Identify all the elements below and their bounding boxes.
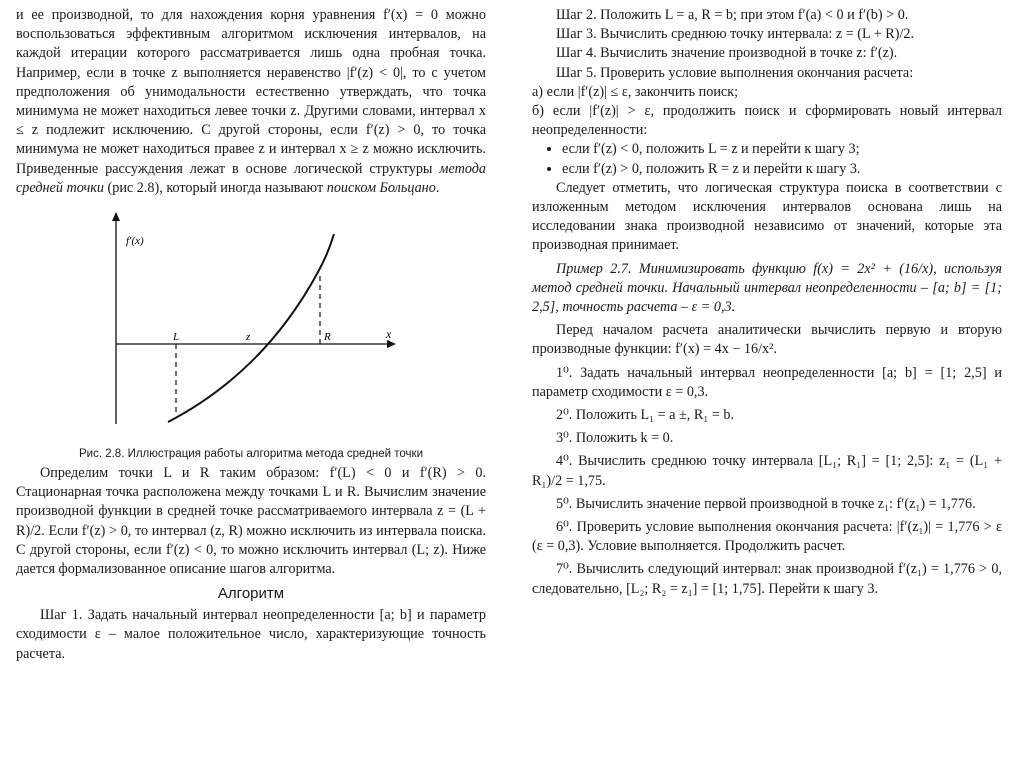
point-L-label: L <box>173 331 180 344</box>
solution-step-5: 5⁰. Вычислить значение первой производной в точке z₁: f′(z₁) = 1,776. <box>556 495 976 512</box>
solution-step-3: 3⁰. Положить k = 0. <box>556 430 674 447</box>
step-5b: б) если |f′(z)| > ε, продолжить поиск и сформировать новый интервал неопределенности: <box>532 103 1002 139</box>
right-column <box>532 6 1002 599</box>
step-1: Шаг 1. Задать начальный интервал неопределенности [a; b] и параметр сходимости ε – малое положительное число, характеризующие точность расчета. <box>16 607 486 662</box>
point-z-label: z <box>246 331 251 344</box>
step-5: Шаг 5. Проверить условие выполнения окончания расчета: <box>556 64 914 81</box>
example-2-7: Пример 2.7. Минимизировать функцию f(x) = 2x² + (16/x), используя метод средней точки. Начальный интервал неопределенности – [a; b] = [1; 2,5], точность расчета – ε = 0,3. <box>532 260 1002 316</box>
solution-step-6: 6⁰. Проверить условие выполнения окончания расчета: |f′(z₁)| = 1,776 > ε (ε = 0,3). Условие выполняется. Продолжить расчет. <box>532 519 1002 555</box>
solution-step-2: 2⁰. Положить L₁ = a ±, R₁ = b. <box>556 407 735 424</box>
x-axis-label: x <box>386 327 392 342</box>
point-R-label: R <box>324 331 331 344</box>
derivatives-paragraph: Перед началом расчета аналитически вычислить первую и вторую производные функции: f′(x) = 4x − 16/x². <box>532 322 1002 358</box>
algorithm-heading: Алгоритм <box>217 585 285 603</box>
figure-caption: Рис. 2.8. Иллюстрация работы алгоритма метода средней точки <box>78 448 424 461</box>
step-4: Шаг 4. Вычислить значение производной в точке z: f′(z). <box>556 45 898 62</box>
step-5a: а) если |f′(z)| ≤ ε, закончить поиск; <box>532 83 739 100</box>
bullet-item: • если f′(z) < 0, положить L = z и перейти к шагу 3; <box>562 140 1002 159</box>
figure-2-8 <box>16 198 486 448</box>
step-5b-bullets <box>532 140 1002 178</box>
bullet-item: • если f′(z) > 0, положить R = z и перейти к шагу 3. <box>562 160 1002 179</box>
method-note: Следует отметить, что логическая структура поиска в соответствии с изложенным методом исключения интервалов основана лишь на исследовании знака производной независимо от значений, которые эта производная принимает. <box>532 179 1002 254</box>
derivative-curve <box>168 234 334 422</box>
paragraph-define-points: Определим точки L и R таким образом: f′(L) < 0 и f′(R) > 0. Стационарная точка расположена между точками L и R. Вычислим значение производной функции в средней точке рассматриваемого интервала z = (L + R)/2. Если f′(z) > 0, то интервал (z, R) можно исключить из интервала поиска. С другой стороны, если f′(z) < 0, то можно исключить интервал (L; z). Ниже дается формализованное описание шагов алгоритма. <box>16 465 486 578</box>
intro-paragraph: и ее производной, то для нахождения корня уравнения f′(x) = 0 можно воспользоваться эффективным алгоритмом исключения интервалов, на каждой итерации которого рассматривается лишь одна пробная точка. Например, если в точке z выполняется неравенство |f′(z) < 0|, то с учетом предположения об унимодальности естественно утверждать, что точка минимума не может находиться левее точки z. Другими словами, интервал x ≤ z подлежит исключению. С другой стороны, если f′(z) > 0, то точка минимума не может находиться правее z и интервал x ≥ z можно исключить. Приведенные рассуждения лежат в основе логической структуры метода средней точки (рис 2.8), который иногда называют поиском Больцано. <box>16 7 486 196</box>
step-2: Шаг 2. Положить L = a, R = b; при этом f′(a) < 0 и f′(b) > 0. <box>556 7 909 23</box>
step-3: Шаг 3. Вычислить среднюю точку интервала: z = (L + R)/2. <box>556 26 915 43</box>
solution-step-4: 4⁰. Вычислить среднюю точку интервала [L₁; R₁] = [1; 2,5]: z₁ = (L₁ + R₁)/2 = 1,75. <box>532 453 1002 489</box>
y-axis-label: f′(x) <box>126 235 144 248</box>
solution-step-7: 7⁰. Вычислить следующий интервал: знак производной f′(z₁) = 1,776 > 0, следовательно, [L₂; R₂ = z₁] = [1; 1,75]. Перейти к шагу 3. <box>532 561 1002 597</box>
figure-plot <box>96 212 396 426</box>
y-axis-arrow <box>112 212 120 221</box>
solution-step-1: 1⁰. Задать начальный интервал неопределенности [a; b] = [1; 2,5] и параметр сходимости ε = 0,3. <box>532 364 1002 400</box>
left-column <box>16 6 486 664</box>
x-axis-arrow <box>387 340 396 348</box>
